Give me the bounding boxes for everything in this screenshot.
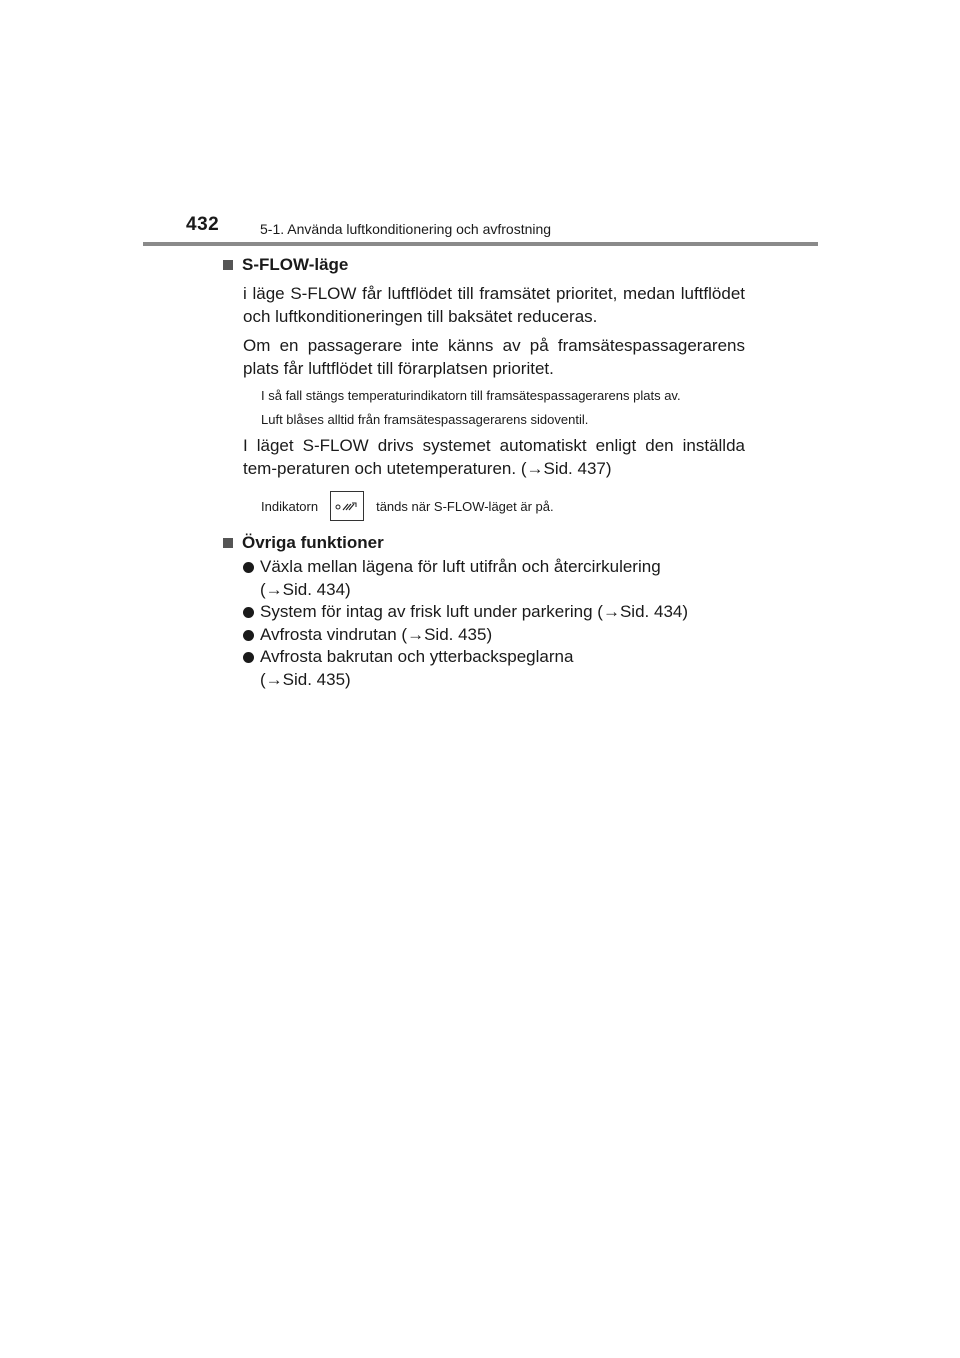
bullet-dot-icon <box>243 607 254 618</box>
list-item-text: Växla mellan lägena för luft utifrån och återcirkulering <box>260 557 661 576</box>
indicator-label-before: Indikatorn <box>261 498 319 514</box>
list-item <box>243 556 745 601</box>
paragraph-passenger: Om en passagerare inte känns av på framsätespassagerarens plats får luftflödet till förarplatsen prioritet. <box>243 336 745 378</box>
heading-text: Övriga funktioner <box>242 533 384 552</box>
section-title: 5-1. Använda luftkonditionering och avfrostning <box>260 221 552 237</box>
paragraph-sflow-intro: i läge S-FLOW får luftflödet till framsätet prioritet, medan luftflödet och luftkonditioneringen till baksätet reduceras. <box>243 284 745 326</box>
indicator-row <box>261 490 745 522</box>
list-item <box>243 624 745 647</box>
section-heading-other <box>223 532 745 554</box>
bullet-dot-icon <box>243 630 254 641</box>
function-list <box>223 556 745 691</box>
section-heading-sflow <box>223 254 745 276</box>
header-divider <box>143 242 818 246</box>
list-item <box>243 601 745 624</box>
heading-text: S-FLOW-läge <box>242 255 349 274</box>
square-bullet-icon <box>223 538 233 548</box>
s-flow-indicator-icon <box>330 491 364 521</box>
bullet-dot-icon <box>243 652 254 663</box>
list-item-ref: (→Sid. 434) <box>260 579 351 599</box>
indicator-label-after: tänds när S-FLOW-läget är på. <box>376 498 554 514</box>
page-content <box>223 254 745 691</box>
list-item-text: System för intag av frisk luft under parkering (→Sid. 434) <box>260 602 689 621</box>
paragraph-automatic: I läget S-FLOW drivs systemet automatiskt enligt den inställda tem-peraturen och utetemperaturen. (→Sid. 437) <box>243 436 745 478</box>
page-header <box>0 0 960 250</box>
note-side-vent: Luft blåses alltid från framsätespassagerarens sidoventil. <box>261 412 589 427</box>
list-item-ref: (→Sid. 435) <box>260 669 351 689</box>
list-item-text: Avfrosta bakrutan och ytterbackspeglarna <box>260 647 574 666</box>
square-bullet-icon <box>223 260 233 270</box>
bullet-dot-icon <box>243 562 254 573</box>
list-item <box>243 646 745 691</box>
note-temperature-indicator: I så fall stängs temperaturindikatorn till framsätespassagerarens plats av. <box>261 388 681 403</box>
list-item-text: Avfrosta vindrutan (→Sid. 435) <box>260 624 493 644</box>
page-number: 432 <box>186 214 220 235</box>
